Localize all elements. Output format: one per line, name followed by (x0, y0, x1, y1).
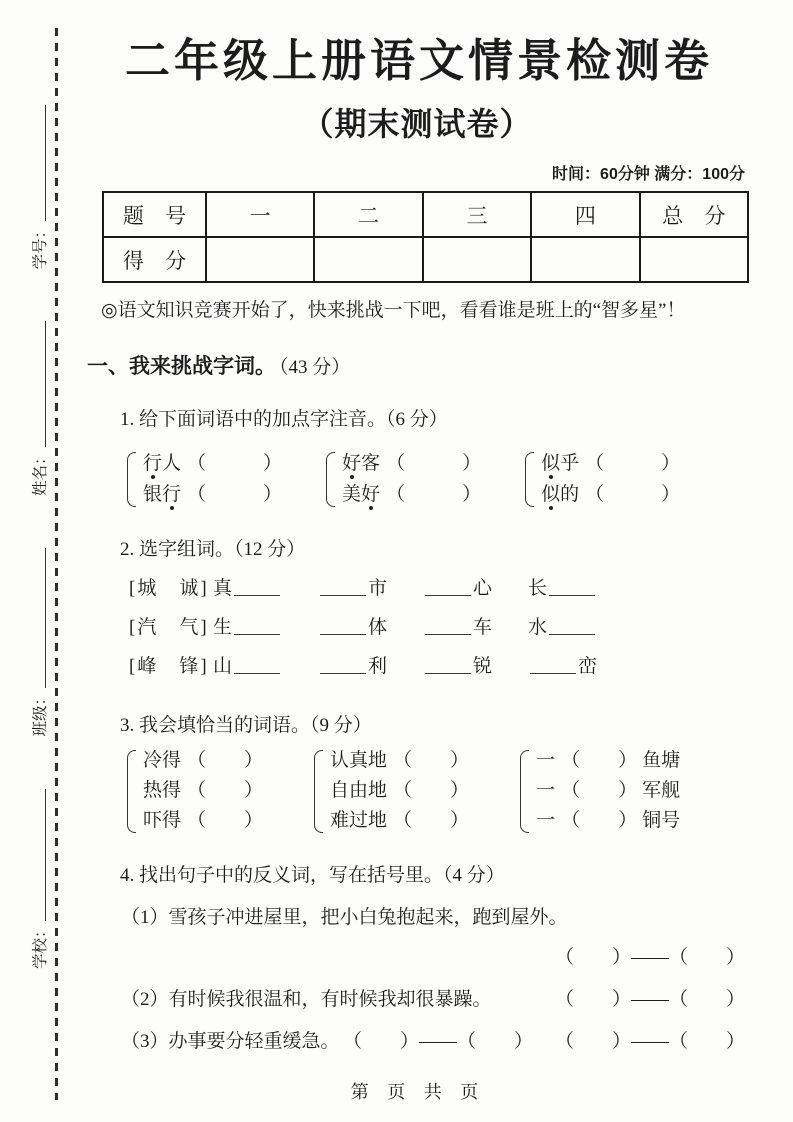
word-blank-item: 山 (213, 647, 282, 686)
char-choices: [城 诚] (129, 578, 209, 599)
word-blank-item: 真 (213, 569, 282, 608)
fill-blank-line (425, 671, 471, 674)
question2-rows (129, 569, 749, 686)
phrase-line: 一 （ ） 军舰 (536, 780, 681, 801)
score-table-header-row (103, 192, 748, 237)
sentence-item-3 (121, 1026, 745, 1053)
school-blank-line (43, 789, 46, 921)
left-brace-icon (127, 452, 136, 507)
answer-parens: （ ） (585, 453, 681, 474)
answer-parens: （ ） (187, 810, 264, 831)
left-brace-icon (520, 750, 529, 833)
word-blank-item: 生 (213, 608, 282, 647)
answer-parens: （ ） (386, 453, 482, 474)
score-table-score-row (103, 237, 748, 282)
score-table-col-total: 总 分 (640, 192, 748, 237)
student-number-blank-line (43, 105, 46, 221)
pinyin-line: 美好 （ ） (342, 484, 482, 505)
fill-blank-line (530, 671, 576, 674)
fill-blank-line (234, 593, 280, 596)
char-choices: [汽 气] (129, 617, 209, 638)
antonym-answer-line: （ ）——（ ） (554, 947, 745, 968)
section1-title: 一、我来挑战字词。 (87, 355, 276, 378)
antonym-answer-pair: （ ）——（ ） (342, 1031, 533, 1052)
pinyin-group-3 (525, 448, 680, 510)
sentence-text: （1）雪孩子冲进屋里，把小白兔抱起来，跑到屋外。 (121, 907, 568, 928)
pinyin-group-2 (326, 448, 481, 510)
answer-parens: （ ） (393, 750, 470, 771)
main-content (85, 0, 749, 1053)
answer-parens: （ ） (393, 810, 470, 831)
class-blank-line (43, 548, 46, 688)
section1-points: （43 分） (279, 357, 351, 378)
name-field (28, 321, 50, 496)
fill-blank-line (320, 671, 366, 674)
answer-parens: （ ） (187, 750, 264, 771)
word-blank-item: 锐 (423, 647, 492, 686)
answer-parens: （ ） (585, 484, 681, 505)
answer-parens: （ ） (187, 453, 283, 474)
school-field (28, 789, 50, 970)
fill-blank-line (549, 632, 595, 635)
score-cell-empty (206, 237, 314, 282)
fill-blank-line (549, 593, 595, 596)
pinyin-line: 似乎 （ ） (541, 453, 681, 474)
antonym-answer-pair: （ ）——（ ） (554, 989, 745, 1010)
exam-meta: 时间：60分钟 满分：100分 (552, 166, 745, 183)
pinyin-line: 好客 （ ） (342, 453, 482, 474)
question2-label: 2. 选字组词。（12 分） (120, 539, 306, 560)
dotted-char: 似 (541, 484, 561, 505)
fill-blank-line (234, 632, 280, 635)
choose-char-row (129, 647, 749, 686)
answer-parens: （ ） (386, 484, 482, 505)
phrase-line: 一 （ ） 鱼塘 (536, 750, 681, 771)
fill-blank-line (234, 671, 280, 674)
phrase-line: 认真地 （ ） (330, 750, 470, 771)
sentence-item-1 (121, 902, 745, 929)
word-blank-item: 长 (528, 569, 597, 608)
answer-parens: （ ） (561, 780, 638, 801)
score-table-col-3: 三 (423, 192, 531, 237)
phrase-line: 自由地 （ ） (330, 780, 470, 801)
score-table (102, 191, 749, 283)
pinyin-line: 似的 （ ） (541, 484, 681, 505)
choose-char-row (129, 569, 749, 608)
question3-label: 3. 我会填恰当的词语。（9 分） (120, 715, 372, 736)
word-blank-item: 车 (423, 608, 492, 647)
fill-blank-line (320, 593, 366, 596)
student-number-label: 学号： (32, 222, 49, 270)
left-brace-icon (314, 750, 323, 833)
school-label: 学校： (32, 922, 49, 970)
dotted-char: 行 (143, 453, 163, 474)
antonym-answer-pairs (343, 1026, 745, 1053)
answer-parens: （ ） (187, 780, 264, 801)
answer-parens: （ ） (561, 750, 638, 771)
phrase-group-2 (314, 746, 474, 836)
word-blank-item: 水 (528, 608, 597, 647)
word-blank-item: 心 (423, 569, 492, 608)
word-blank-item: 市 (318, 569, 387, 608)
question3-groups (127, 746, 749, 836)
class-label: 班级： (32, 690, 49, 737)
answer-parens: （ ） (561, 810, 638, 831)
score-cell-empty (423, 237, 531, 282)
dotted-char: 行 (162, 484, 182, 505)
choose-char-row (129, 608, 749, 647)
class-field (28, 548, 50, 737)
section1-heading (87, 350, 749, 380)
sentence-text: （3）办事要分轻重缓急。 (121, 1031, 340, 1052)
dotted-char: 似 (541, 453, 561, 474)
student-number-field (28, 105, 50, 270)
sentence-item-2 (121, 984, 745, 1011)
pinyin-group-1 (127, 448, 282, 510)
score-table-col-4: 四 (531, 192, 639, 237)
score-cell-empty (531, 237, 639, 282)
answer-parens: （ ） (393, 780, 470, 801)
antonym-answer-pair: （ ）——（ ） (554, 1031, 745, 1052)
student-info-strip (16, 77, 50, 997)
score-table-corner: 题 号 (103, 192, 206, 237)
score-cell-empty (314, 237, 422, 282)
word-blank-item: 体 (318, 608, 387, 647)
left-brace-icon (326, 452, 335, 507)
question1-groups (127, 448, 749, 510)
phrase-line: 热得 （ ） (143, 780, 264, 801)
word-blank-item: 峦 (528, 647, 597, 686)
margin-fold-line (55, 28, 58, 1100)
score-cell-empty (640, 237, 748, 282)
score-row-label: 得 分 (103, 237, 206, 282)
score-table-col-2: 二 (314, 192, 422, 237)
question1-label: 1. 给下面词语中的加点字注音。（6 分） (120, 409, 448, 430)
score-table-col-1: 一 (206, 192, 314, 237)
sentence-text: （2）有时候我很温和，有时候我却很暴躁。 (121, 989, 492, 1010)
fill-blank-line (425, 632, 471, 635)
char-choices: [峰 锋] (129, 656, 209, 677)
pinyin-line: 行人 （ ） (143, 453, 283, 474)
dotted-char: 好 (342, 453, 362, 474)
intro-line: ◎语文知识竞赛开始了，快来挑战一下吧，看看谁是班上的“智多星”！ (101, 300, 686, 321)
left-brace-icon (525, 452, 534, 507)
phrase-line: 难过地 （ ） (330, 810, 470, 831)
name-label: 姓名： (32, 449, 49, 496)
phrase-line: 冷得 （ ） (143, 750, 264, 771)
fill-blank-line (320, 632, 366, 635)
page-footer: 第 页 共 页 (350, 1082, 484, 1102)
fill-blank-line (425, 593, 471, 596)
phrase-line: 吓得 （ ） (143, 810, 264, 831)
answer-parens: （ ） (187, 484, 283, 505)
left-brace-icon (127, 750, 136, 833)
word-blank-item: 利 (318, 647, 387, 686)
question4-label: 4. 找出句子中的反义词，写在括号里。（4 分） (120, 865, 505, 886)
pinyin-line: 银行 （ ） (143, 484, 283, 505)
phrase-group-3 (520, 746, 680, 836)
page-title: 二年级上册语文情景检测卷 (124, 35, 713, 86)
phrase-line: 一 （ ） 铜号 (536, 810, 681, 831)
name-blank-line (43, 321, 46, 447)
page-subtitle: （期末测试卷） (301, 106, 533, 142)
dotted-char: 好 (361, 484, 381, 505)
phrase-group-1 (127, 746, 268, 836)
